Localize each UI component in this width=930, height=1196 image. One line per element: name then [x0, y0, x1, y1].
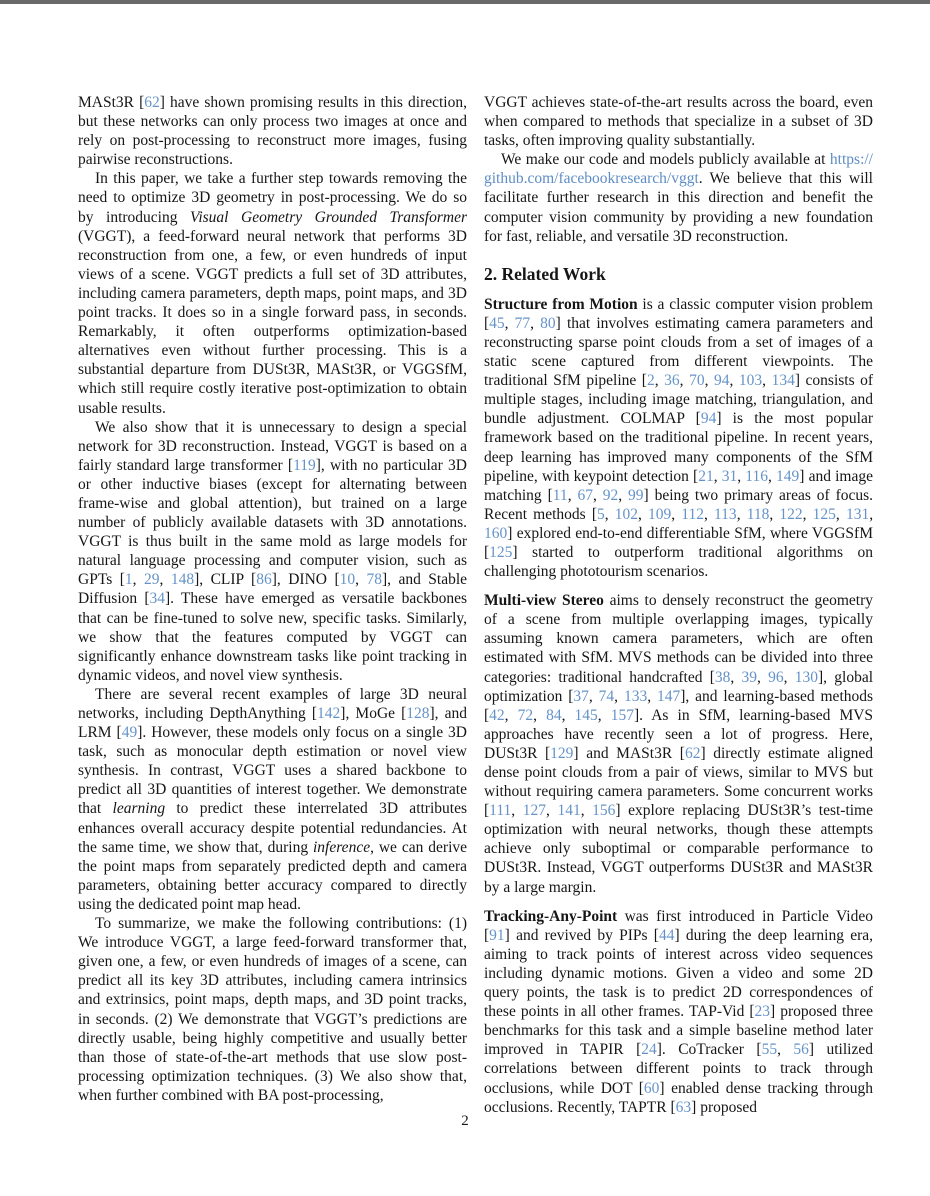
citation-ref[interactable]: 142 — [317, 705, 341, 722]
page-number: 2 — [461, 1113, 469, 1129]
citation-ref[interactable]: 77 — [514, 314, 531, 332]
citation-ref[interactable]: 109 — [648, 505, 672, 523]
paragraph: We make our code and models publicly available at https://github.com/facebookresearch/vggt. We believe that this will facilitate further research in this direction and benefit the computer vision community by providing a new foundation for fast, reliable, and versatile 3D reconstruction. — [484, 151, 873, 245]
citation-ref[interactable]: 99 — [628, 486, 644, 504]
citation-ref[interactable]: 38 — [714, 668, 731, 686]
paragraph: We also show that it is unnecessary to design a special network for 3D reconstruction. Instead, VGGT is based on a fairly standard large transformer [119], with no particular 3D or other inductive biases (except for alternating between frame-wise and global attention), but trained on a large number of publicly available datasets with 3D annotations. VGGT is thus built in the same mold as large models for natural language processing and computer vision, such as GPTs [1, 29, 148], CLIP [86], DINO [10, 78], and Stable Diffusion [34]. These have emerged as versatile backbones that can be fine-tuned to solve new, specific tasks. Similarly, we show that the features computed by VGGT can significantly enhance downstream tasks like point tracking in dynamic videos, and novel view synthesis. — [78, 418, 468, 684]
citation-ref[interactable]: 49 — [121, 724, 138, 742]
citation-ref[interactable]: 11 — [552, 486, 568, 504]
citation-ref[interactable]: 127 — [522, 802, 546, 820]
citation-ref[interactable]: 56 — [793, 1041, 809, 1059]
citation-ref[interactable]: 63 — [675, 1098, 692, 1116]
left-column — [78, 93, 467, 1117]
citation-ref[interactable]: 103 — [738, 372, 763, 390]
paragraph: In this paper, we take a further step towards removing the need to optimize 3D geometry in post-processing. We do so by introducing Visual Geometry Grounded Transformer (VGGT), a feed-forward neural network that performs 3D reconstruction from one, a few, or even hundreds of input views of a scene. VGGT predicts a full set of 3D attributes, including camera parameters, depth maps, point maps, and 3D point tracks. It does so in a single forward pass, in seconds. Remarkably, it often outperforms optimization-based alternatives even without further processing. This is a substantial departure from DUSt3R, MASt3R, or VGGSfM, which still require costly iterative post-optimization to obtain usable results. — [78, 170, 467, 417]
citation-ref[interactable]: 31 — [721, 467, 738, 485]
citation-ref[interactable]: 147 — [656, 687, 681, 705]
citation-ref[interactable]: 45 — [489, 314, 505, 332]
citation-ref[interactable]: 21 — [698, 467, 714, 485]
paragraph: Multi-view Stereo aims to densely reconstruct the geometry of a scene from multiple overlapping images, typically assuming known camera parameters, which are often estimated with SfM. MVS methods can be divided into three categories: traditional handcrafted [38, 39, 96, 130], global optimization [37, 74, 133, 147], and learning-based methods [42, 72, 84, 145, 157]. As in SfM, learning-based MVS approaches have recently seen a lot of progress. Here, DUSt3R [129] and MASt3R [62] directly estimate aligned dense point clouds from a pair of views, similar to MVS but without requiring camera parameters. Some concurrent works [111, 127, 141, 156] explore replacing DUSt3R’s test-time optimization with neural networks, though these attempts achieve only suboptimal or comparable performance to DUSt3R. Instead, VGGT outperforms DUSt3R and MASt3R by a large margin. — [484, 592, 874, 896]
citation-ref[interactable]: 60 — [643, 1079, 660, 1097]
section-heading: 2. Related Work — [484, 263, 606, 284]
emphasis-text: Visual Geometry Grounded Transformer — [190, 208, 467, 226]
window-top-border — [0, 0, 930, 4]
citation-ref[interactable]: 130 — [794, 668, 818, 686]
citation-ref[interactable]: 78 — [366, 571, 382, 589]
citation-ref[interactable]: 1 — [124, 571, 133, 589]
citation-ref[interactable]: 72 — [517, 706, 534, 724]
paragraph: To summarize, we make the following contributions: (1) We introduce VGGT, a large feed-forward transformer that, given one, a few, or even hundreds of images of a scene, can predict all its key 3D attributes, including camera intrinsics and extrinsics, point maps, depth maps, and 3D point tracks, in seconds. (2) We demonstrate that VGGT’s predictions are directly usable, being highly competitive and usually better than those of state-of-the-art methods that use slow post-processing optimization techniques. (3) We also show that, when further combined with BA post-processing, — [78, 915, 467, 1104]
citation-ref[interactable]: 67 — [577, 486, 593, 504]
paragraph: VGGT achieves state-of-the-art results across the board, even when compared to methods that specialize in a subset of 3D tasks, often improving quality substantially. — [484, 94, 873, 150]
paragraph-lead: Multi-view Stereo — [484, 592, 604, 610]
citation-ref[interactable]: 94 — [713, 372, 730, 390]
paragraph: MASt3R [62] have shown promising results in this direction, but these networks can only process two images at once and rely on post-processing to reconstruct more images, fusing pairwise reconstructions. — [78, 94, 467, 169]
paragraph-lead: Structure from Motion — [484, 295, 638, 313]
citation-ref[interactable]: 62 — [684, 744, 701, 762]
citation-ref[interactable]: 62 — [144, 94, 160, 111]
citation-ref[interactable]: 111 — [489, 802, 512, 820]
citation-ref[interactable]: 128 — [406, 705, 430, 722]
citation-ref[interactable]: 80 — [540, 314, 556, 332]
citation-ref[interactable]: 125 — [489, 543, 513, 561]
citation-ref[interactable]: 134 — [771, 372, 795, 390]
citation-ref[interactable]: 44 — [658, 926, 675, 944]
citation-ref[interactable]: 36 — [664, 372, 680, 390]
citation-ref[interactable]: 55 — [761, 1041, 778, 1059]
citation-ref[interactable]: 86 — [256, 571, 272, 589]
citation-ref[interactable]: 129 — [550, 744, 574, 762]
citation-ref[interactable]: 39 — [741, 668, 757, 686]
emphasis-text: learning — [112, 800, 166, 818]
citation-ref[interactable]: 10 — [339, 571, 356, 589]
citation-ref[interactable]: 112 — [681, 505, 704, 523]
citation-ref[interactable]: 84 — [546, 706, 562, 724]
citation-ref[interactable]: 160 — [484, 524, 508, 542]
paragraph: Structure from Motion is a classic computer vision problem [45, 77, 80] that involves estimating camera parameters and reconstructing sparse point clouds from a set of images of a static scene captured from different viewpoints. The traditional SfM pipeline [2, 36, 70, 94, 103, 134] consists of multiple stages, including image matching, triangulation, and bundle adjustment. COLMAP [94] is the most popular framework based on the traditional pipeline. In recent years, deep learning has improved many components of the SfM pipeline, with keypoint detection [21, 31, 116, 149] and image matching [11, 67, 92, 99] being two primary areas of focus. Recent methods [5, 102, 109, 112, 113, 118, 122, 125, 131, 160] explored end-to-end differentiable SfM, where VGGSfM [125] started to outperform traditional algorithms on challenging phototourism scenarios. — [484, 295, 874, 581]
citation-ref[interactable]: 102 — [614, 505, 639, 523]
citation-ref[interactable]: 131 — [845, 505, 870, 523]
right-column — [484, 93, 873, 1117]
github-link[interactable]: https://github.com/facebookresearch/vggt — [484, 151, 873, 188]
citation-ref[interactable]: 91 — [489, 926, 505, 944]
citation-ref[interactable]: 34 — [149, 590, 165, 608]
paragraph: Tracking-Any-Point was first introduced in Particle Video [91] and revived by PIPs [44] during the deep learning era, aiming to track points of interest across video sequences including dynamic motions. Given a video and some 2D query points, the task is to predict 2D correspondences of these points in all other frames. TAP-Vid [23] proposed three benchmarks for this task and a simple baseline method later improved in TAPIR [24]. CoTracker [55, 56] utilized correlations between different points to track through occlusions, while DOT [60] enabled dense tracking through occlusions. Recently, TAPTR [63] proposed — [484, 907, 874, 1116]
citation-ref[interactable]: 118 — [746, 505, 770, 523]
citation-ref[interactable]: 156 — [592, 802, 616, 820]
citation-ref[interactable]: 29 — [143, 571, 160, 589]
citation-ref[interactable]: 141 — [557, 802, 581, 820]
citation-ref[interactable]: 42 — [489, 706, 505, 724]
citation-ref[interactable]: 119 — [293, 456, 316, 474]
citation-ref[interactable]: 122 — [779, 505, 803, 523]
citation-ref[interactable]: 133 — [623, 687, 648, 705]
citation-ref[interactable]: 125 — [812, 505, 836, 523]
citation-ref[interactable]: 74 — [598, 687, 615, 705]
citation-ref[interactable]: 37 — [573, 687, 589, 705]
citation-ref[interactable]: 116 — [745, 467, 768, 485]
citation-ref[interactable]: 148 — [170, 571, 195, 589]
page-content — [78, 93, 873, 1117]
citation-ref[interactable]: 2 — [646, 372, 655, 390]
citation-ref[interactable]: 92 — [602, 486, 619, 504]
citation-ref[interactable]: 23 — [754, 1003, 771, 1021]
paragraph: There are several recent examples of large 3D neural networks, including DepthAnything [142], MoGe [128], and LRM [49]. However, these models only focus on a single 3D task, such as monocular depth estimation or novel view synthesis. In contrast, VGGT uses a shared backbone to predict all 3D quantities of interest together. We demonstrate that learning to predict these interrelated 3D attributes enhances overall accuracy despite potential redundancies. At the same time, we show that, during inference, we can derive the point maps from separately predicted depth and camera parameters, obtaining better accuracy compared to directly using the dedicated point map head. — [78, 685, 468, 913]
citation-ref[interactable]: 5 — [597, 505, 605, 523]
citation-ref[interactable]: 145 — [574, 706, 598, 724]
citation-ref[interactable]: 70 — [689, 372, 705, 390]
citation-ref[interactable]: 24 — [641, 1041, 657, 1059]
emphasis-text: inference — [312, 838, 371, 856]
citation-ref[interactable]: 157 — [610, 706, 634, 724]
citation-ref[interactable]: 149 — [776, 467, 800, 485]
citation-ref[interactable]: 94 — [700, 410, 717, 428]
citation-ref[interactable]: 96 — [768, 668, 784, 686]
citation-ref[interactable]: 113 — [714, 505, 737, 523]
paragraph-lead: Tracking-Any-Point — [484, 907, 618, 925]
